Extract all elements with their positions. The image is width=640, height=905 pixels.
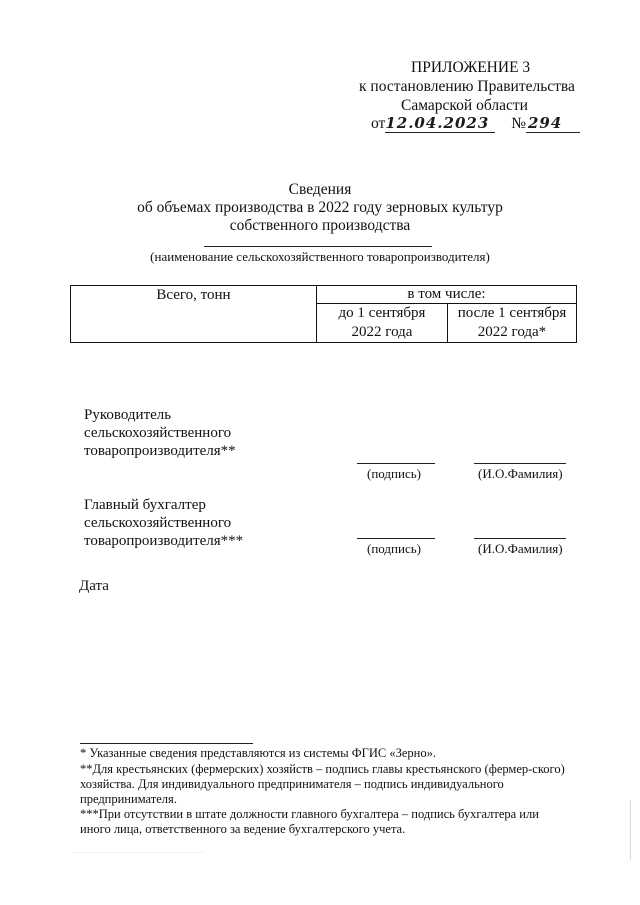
appendix-date-row <box>371 114 580 133</box>
head-name-line <box>474 463 566 464</box>
accountant-title-line2: сельскохозяйственного <box>84 515 232 531</box>
number-prefix: № <box>511 115 526 132</box>
head-signature-line <box>357 463 435 464</box>
accountant-signature-caption: (подпись) <box>367 541 421 556</box>
after-september-line2: 2022 года* <box>477 324 547 340</box>
footnote-2: **Для крестьянских (фермерских) хозяйств – подпись главы крестьянского (фермер-ского) хозяйства. Для индивидуального предпринимателя – подпись индивидуального предпринимателя. <box>80 762 565 806</box>
appendix-region-line: Самарской области <box>401 97 528 114</box>
document-subtitle-1: об объемах производства в 2022 году зерновых культур <box>137 199 503 216</box>
after-september-line1: после 1 сентября <box>457 305 567 321</box>
date-label: Дата <box>79 578 109 594</box>
appendix-title: ПРИЛОЖЕНИЕ 3 <box>411 59 531 76</box>
including-header: в том числе: <box>407 286 486 302</box>
footnote-1: * Указанные сведения представляются из системы ФГИС «Зерно». <box>80 746 436 760</box>
handwritten-date: 12.04.2023 <box>385 114 495 133</box>
page-edge-line <box>630 800 631 860</box>
before-september-line1: до 1 сентября <box>338 305 426 321</box>
before-september-cell <box>317 304 448 343</box>
production-volume-table <box>70 285 577 343</box>
footnote-separator <box>80 743 253 744</box>
date-prefix: от <box>371 115 386 132</box>
accountant-signature-line <box>357 538 435 539</box>
after-september-cell <box>448 304 577 343</box>
handwritten-number: 294 <box>526 114 580 133</box>
scan-artifact-mark <box>74 852 204 861</box>
head-signature-caption: (подпись) <box>367 466 421 481</box>
head-name-caption: (И.О.Фамилия) <box>478 466 563 481</box>
appendix-decree-line: к постановлению Правительства <box>359 78 575 95</box>
accountant-title-line1: Главный бухгалтер <box>84 497 206 513</box>
document-subtitle-2: собственного производства <box>229 217 411 234</box>
footnote-3: ***При отсутствии в штате должности главного бухгалтера – подпись бухгалтера или иного лица, ответственного за ведение бухгалтерского учета. <box>80 807 539 836</box>
including-header-cell <box>317 286 577 304</box>
producer-name-caption: (наименование сельскохозяйственного товаропроизводителя) <box>150 249 490 264</box>
accountant-title-line3: товаропроизводителя*** <box>84 533 244 549</box>
producer-name-line <box>204 246 432 247</box>
accountant-name-line <box>474 538 566 539</box>
head-title-line3: товаропроизводителя** <box>84 443 236 459</box>
before-september-line2: 2022 года <box>351 324 413 340</box>
total-header-cell <box>71 286 317 343</box>
head-title-line1: Руководитель <box>84 407 172 423</box>
document-title: Сведения <box>288 181 352 198</box>
total-header: Всего, тонн <box>156 287 231 303</box>
accountant-name-caption: (И.О.Фамилия) <box>478 541 563 556</box>
head-title-line2: сельскохозяйственного <box>84 425 232 441</box>
